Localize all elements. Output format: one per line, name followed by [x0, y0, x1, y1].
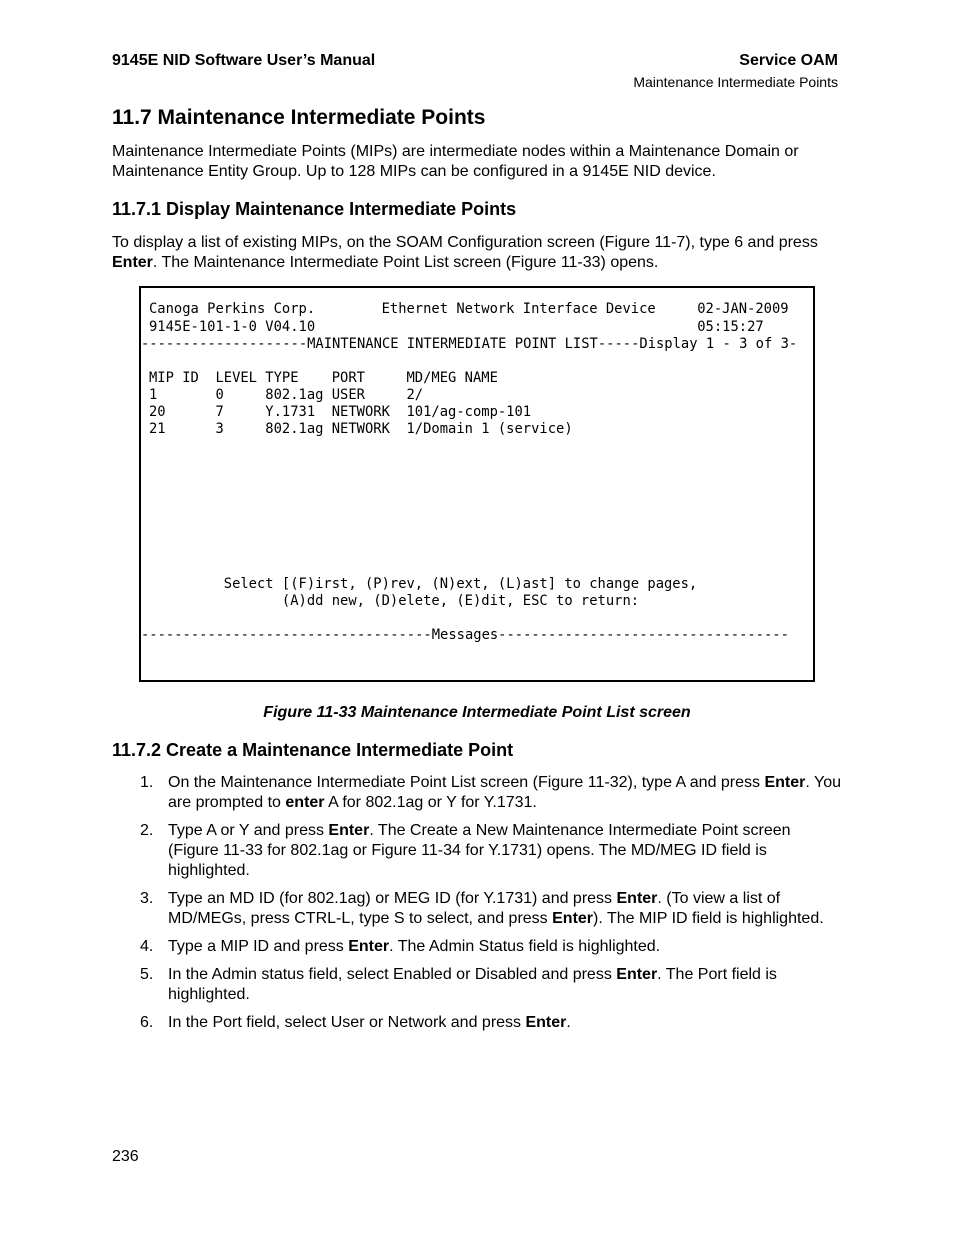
step-bold: Enter [616, 890, 658, 907]
step-text: Type A or Y and press [168, 822, 329, 839]
step-text: Type a MIP ID and press [168, 938, 349, 955]
list-item [112, 773, 842, 813]
figure-caption: Figure 11-33 Maintenance Intermediate Point List screen [263, 704, 691, 721]
step-number: 5. [140, 966, 154, 983]
terminal-line-1: Canoga Perkins Corp. Ethernet Network Interface Device 02-JAN-2009 [149, 301, 789, 317]
step-text: On the Maintenance Intermediate Point List screen (Figure 11-32), type A and press [168, 774, 765, 791]
terminal-row: 1 0 802.1ag USER 2/ [149, 387, 424, 403]
list-item [112, 965, 842, 1005]
display-heading: 11.7.1 Display Maintenance Intermediate Points [112, 199, 517, 219]
step-number: 3. [140, 890, 154, 907]
terminal-line-2: 9145E-101-1-0 V04.10 05:15:27 [149, 319, 764, 335]
step-text: . The Port field is highlighted. [168, 966, 777, 1003]
step-bold: Enter [552, 910, 594, 927]
terminal-screen [139, 286, 815, 682]
display-text-b: . The Maintenance Intermediate Point List screen (Figure 11-33) opens. [152, 254, 659, 271]
step-text: . (To view a list of MD/MEGs, press CTRL-L, type S to select, and press [168, 890, 781, 927]
intro-paragraph: Maintenance Intermediate Points (MIPs) are intermediate nodes within a Maintenance Domain or Maintenance Entity Group. Up to 128 MIPs can be configured in a 9145E NID device. [112, 143, 799, 180]
list-item [112, 889, 842, 929]
create-heading: 11.7.2 Create a Maintenance Intermediate Point [112, 740, 514, 760]
chapter-title: Service OAM [739, 52, 838, 69]
step-text: A for 802.1ag or Y for Y.1731. [324, 794, 537, 811]
create-steps-list [112, 773, 842, 1041]
step-text: Type an MD ID (for 802.1ag) or MEG ID (for Y.1731) and press [168, 890, 617, 907]
step-number: 2. [140, 822, 154, 839]
section-heading: 11.7 Maintenance Intermediate Points [112, 106, 486, 129]
terminal-title-rule: --------------------MAINTENANCE INTERMEDIATE POINT LIST-----Display 1 - 3 of 3- [141, 336, 798, 352]
step-text: ). The MIP ID field is highlighted. [593, 910, 824, 927]
step-bold: Enter [616, 966, 658, 983]
step-bold: Enter [525, 1014, 567, 1031]
step-text: In the Admin status field, select Enabled or Disabled and press [168, 966, 617, 983]
terminal-prompt-2: (A)dd new, (D)elete, (E)dit, ESC to return: [149, 593, 640, 609]
list-item [112, 821, 842, 881]
step-number: 4. [140, 938, 154, 955]
terminal-row: 20 7 Y.1731 NETWORK 101/ag-comp-101 [149, 404, 532, 420]
step-text: . The Create a New Maintenance Intermediate Point screen (Figure 11-33 for 802.1ag or Figure 11-34 for Y.1731) opens. The MD/MEG ID field is highlighted. [168, 822, 791, 879]
section-running-head: Maintenance Intermediate Points [633, 74, 838, 90]
list-item [112, 937, 842, 957]
step-bold: enter [285, 794, 325, 811]
step-bold: Enter [348, 938, 390, 955]
step-bold: Enter [328, 822, 370, 839]
step-number: 6. [140, 1014, 154, 1031]
step-bold: Enter [764, 774, 806, 791]
manual-title: 9145E NID Software User’s Manual [112, 52, 376, 69]
enter-key-label: Enter [112, 254, 153, 271]
step-text: . [566, 1014, 571, 1031]
step-text: In the Port field, select User or Network and press [168, 1014, 526, 1031]
step-text: . The Admin Status field is highlighted. [389, 938, 661, 955]
step-number: 1. [140, 774, 154, 791]
terminal-column-headers: MIP ID LEVEL TYPE PORT MD/MEG NAME [149, 370, 498, 386]
terminal-row: 21 3 802.1ag NETWORK 1/Domain 1 (service) [149, 421, 573, 437]
list-item [112, 1013, 842, 1033]
terminal-prompt-1: Select [(F)irst, (P)rev, (N)ext, (L)ast] to change pages, [149, 576, 698, 592]
display-text-a: To display a list of existing MIPs, on the SOAM Configuration screen (Figure 11-7), type 6 and press [112, 234, 818, 251]
terminal-messages-rule: -----------------------------------Messages----------------------------------- [141, 627, 789, 643]
step-text: . You are prompted to [168, 774, 841, 811]
display-paragraph [112, 233, 842, 273]
page-number: 236 [112, 1148, 139, 1165]
